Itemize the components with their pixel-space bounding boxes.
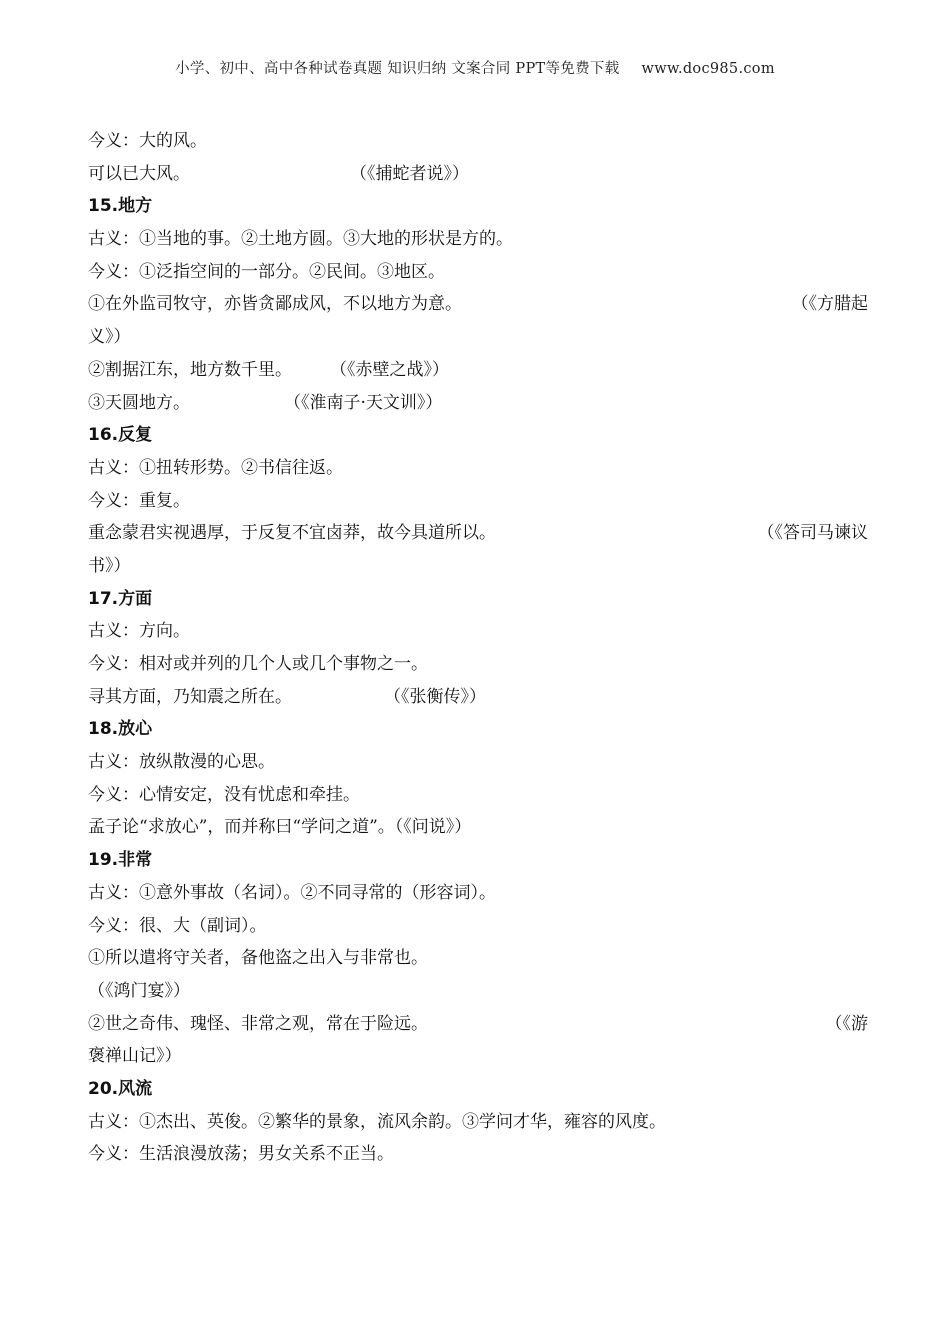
text-line: 古义：放纵散漫的心思。 — [88, 752, 275, 773]
text-line: 今义：大的风。 — [88, 131, 207, 151]
quote-text: 可以已大风。 — [88, 163, 190, 184]
quote-text: ③天圆地方。 — [88, 392, 190, 413]
text-line: 古义：①意外事故（名词）。②不同寻常的（形容词）。 — [88, 882, 496, 903]
source-citation: （《游 — [825, 1013, 868, 1034]
section-heading: 17.方面 — [88, 588, 153, 609]
text-line: 义》） — [88, 327, 131, 348]
text-line: 褒禅山记》） — [88, 1046, 182, 1067]
example-line — [88, 288, 868, 321]
quote-text: ②割据江东，地方数千里。 — [88, 359, 292, 380]
text-line: 今义：生活浪漫放荡；男女关系不正当。 — [88, 1144, 394, 1165]
example-line — [88, 1008, 868, 1041]
quote-text: ②世之奇伟、瑰怪、非常之观，常在于险远。 — [88, 1013, 428, 1034]
example-line — [88, 681, 868, 714]
text-line: （《鸿门宴》） — [88, 980, 190, 1001]
header-text: 小学、初中、高中各种试卷真题 知识归纳 文案合同 PPT等免费下载 — [175, 61, 620, 77]
quote-text: 重念蒙君实视遇厚，于反复不宜卤莽，故今具道所以。 — [88, 523, 496, 544]
text-line: 书》） — [88, 555, 131, 576]
section-heading: 19.非常 — [88, 850, 153, 871]
text-line: 今义：①泛指空间的一部分。②民间。③地区。 — [88, 261, 445, 282]
section-heading: 15.地方 — [88, 196, 153, 217]
section-heading: 16.反复 — [88, 425, 153, 446]
section-heading: 20.风流 — [88, 1078, 153, 1099]
header-url: www.doc985.com — [641, 61, 775, 77]
text-line: 古义：①杰出、英俊。②繁华的景象，流风余韵。③学问才华，雍容的风度。 — [88, 1111, 666, 1132]
page-header — [0, 57, 950, 78]
example-line — [88, 517, 868, 550]
text-line: 今义：很、大（副词）。 — [88, 915, 267, 936]
example-line — [88, 158, 868, 191]
text-line: 今义：心情安定，没有忧虑和牵挂。 — [88, 784, 360, 805]
document-body — [88, 125, 868, 1171]
text-line: 今义：相对或并列的几个人或几个事物之一。 — [88, 654, 428, 674]
source-citation: （《捕蛇者说》） — [350, 163, 469, 184]
section-heading: 18.放心 — [88, 719, 153, 740]
text-line: 今义：重复。 — [88, 490, 190, 511]
text-line: 孟子论“求放心”，而并称曰“学问之道”。（《问说》） — [88, 817, 472, 838]
text-line: 古义：①扭转形势。②书信往返。 — [88, 457, 343, 478]
text-line: 古义：①当地的事。②土地方圆。③大地的形状是方的。 — [88, 229, 513, 250]
source-citation: （《方腊起 — [791, 294, 868, 315]
text-line: ①所以遣将守关者，备他盗之出入与非常也。 — [88, 948, 428, 969]
example-line — [88, 387, 868, 420]
quote-text: 寻其方面，乃知震之所在。 — [88, 686, 292, 707]
source-citation: （《赤壁之战》） — [330, 359, 449, 380]
source-citation: （《淮南子·天文训》） — [284, 392, 443, 413]
example-line — [88, 354, 868, 387]
quote-text: ①在外监司牧守，亦皆贪鄙成风，不以地方为意。 — [88, 294, 462, 315]
source-citation: （《答司马谏议 — [757, 523, 868, 544]
source-citation: （《张衡传》） — [384, 686, 486, 707]
text-line: 古义：方向。 — [88, 621, 190, 642]
